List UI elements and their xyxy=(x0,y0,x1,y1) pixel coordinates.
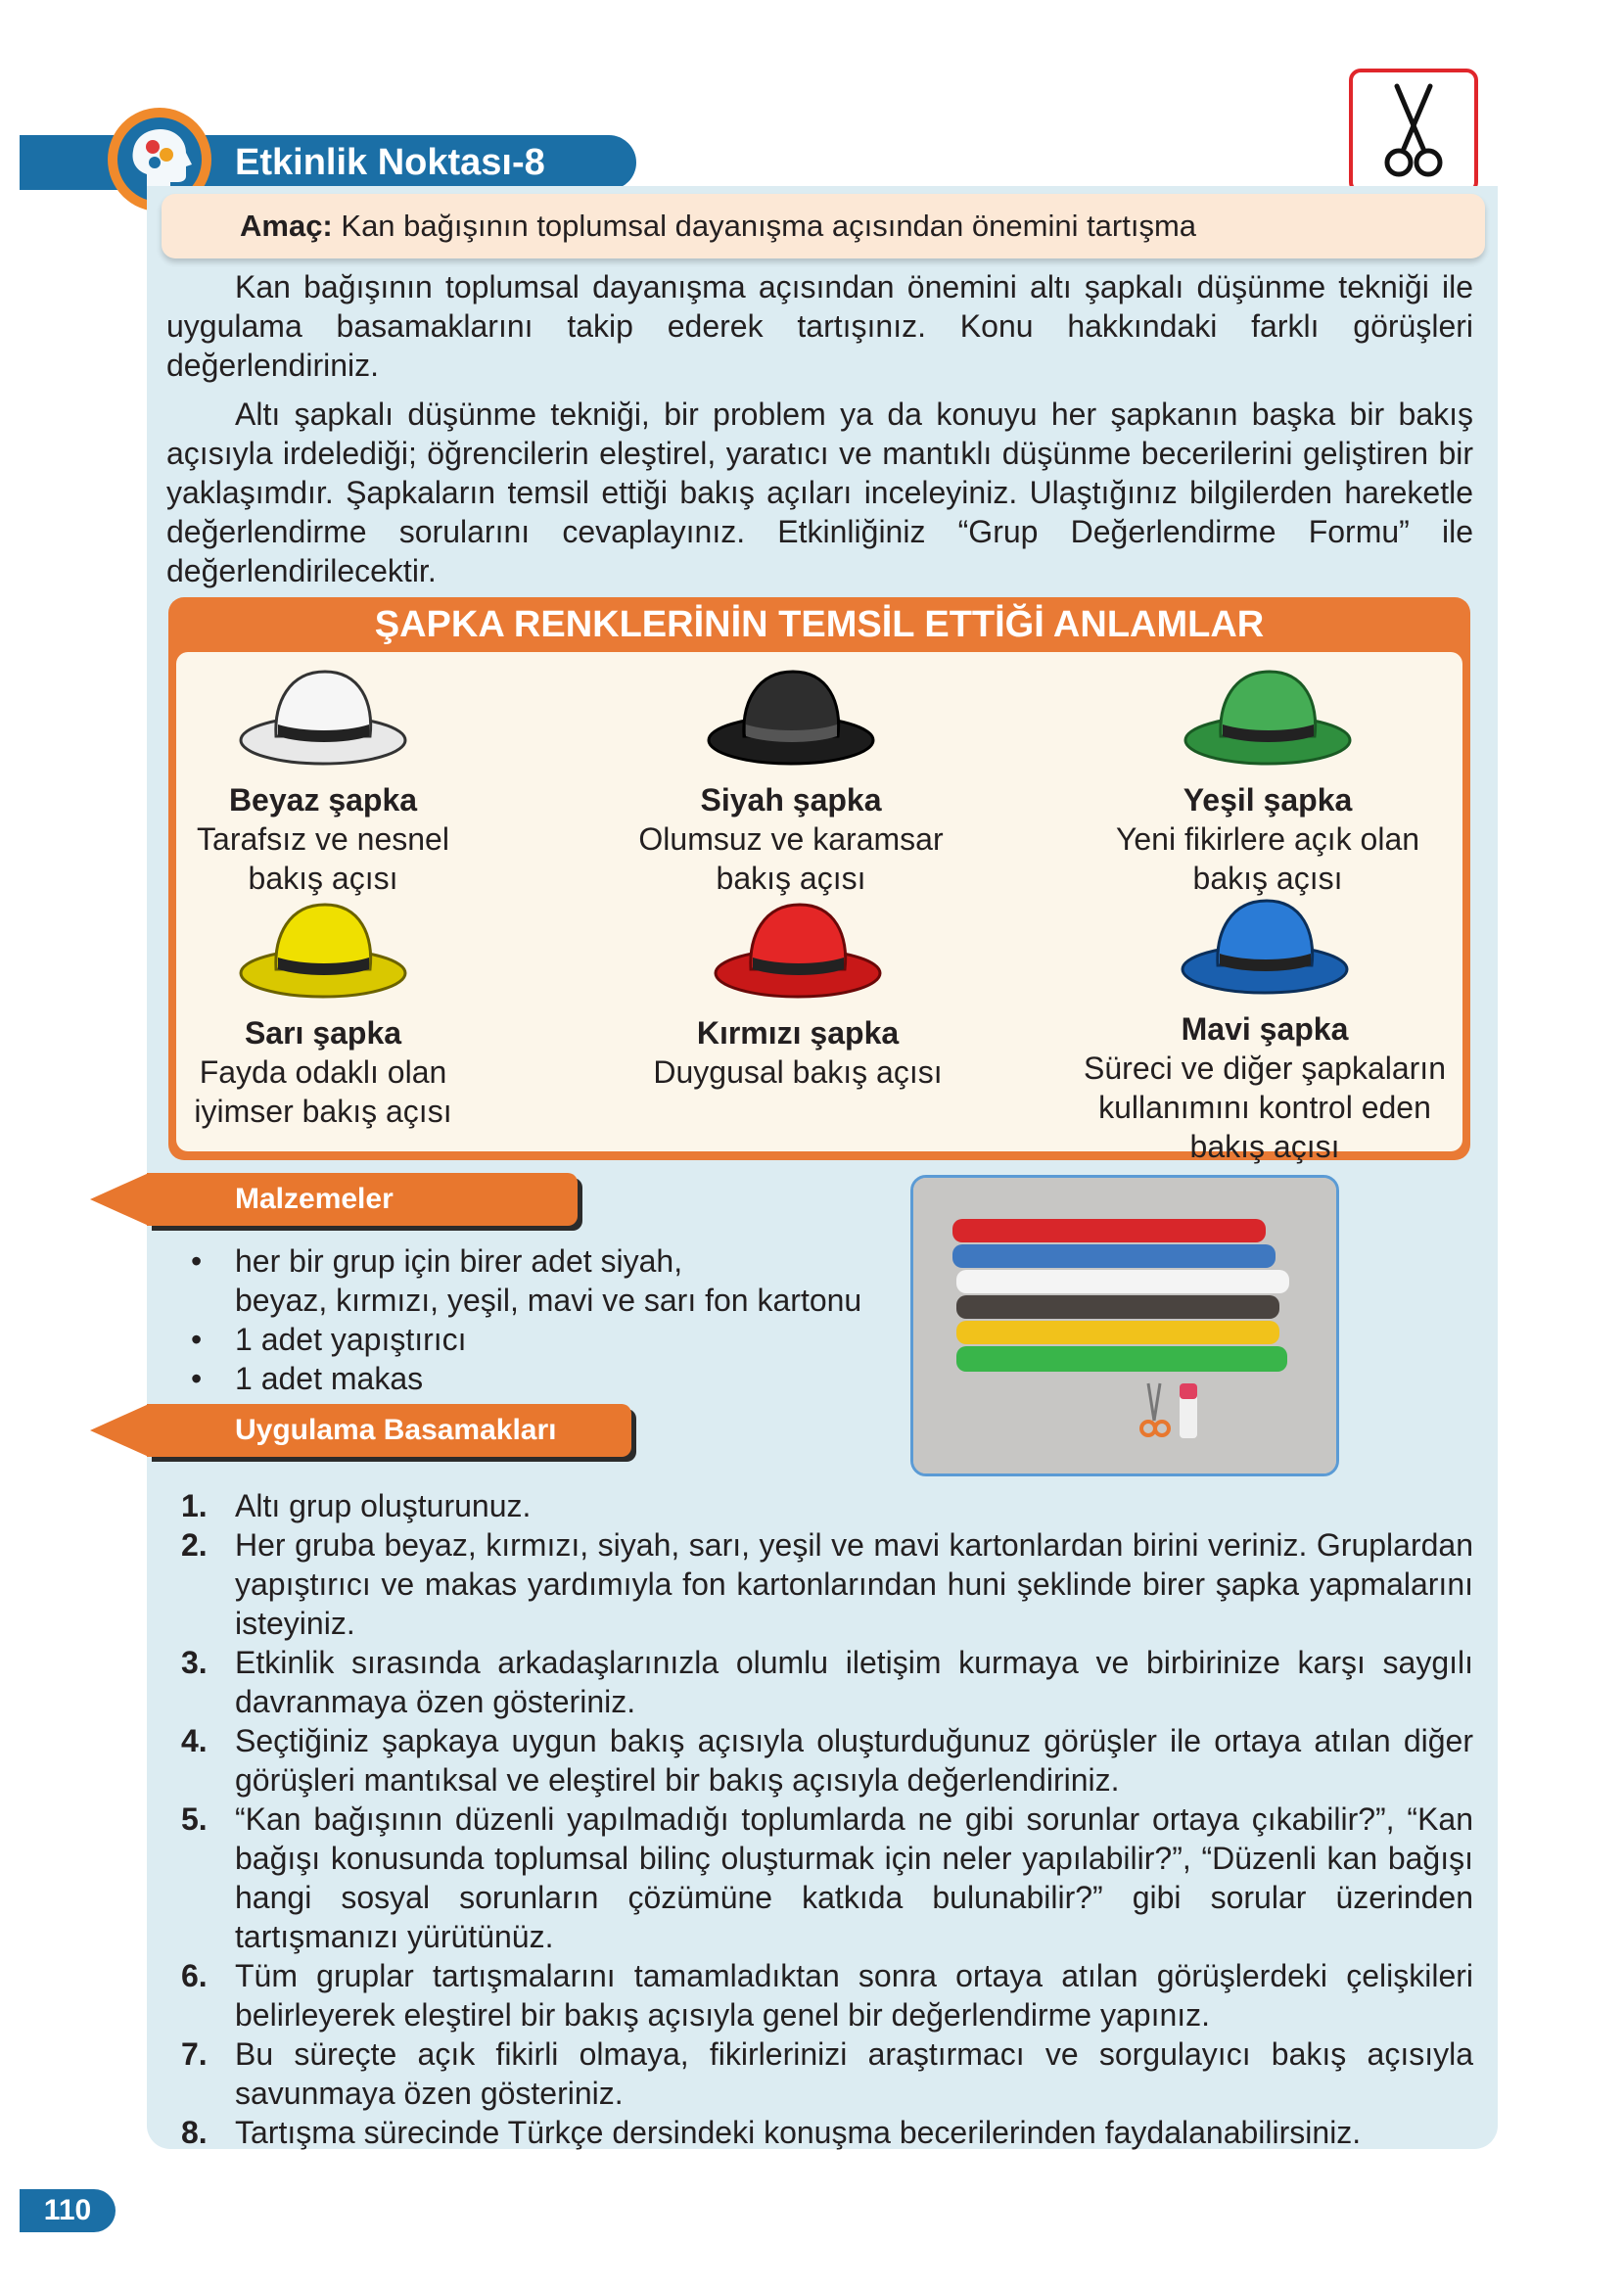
ribbon-fold xyxy=(90,1173,149,1226)
hat-name: Siyah şapka xyxy=(700,782,882,818)
hat-description: bakış açısı xyxy=(1192,861,1343,896)
hat-description: Yeni fikirlere açık olan xyxy=(1115,821,1420,857)
hat-meanings-title: ŞAPKA RENKLERİNİN TEMSİL ETTİĞİ ANLAMLAR xyxy=(374,604,1265,645)
aim-label: Amaç: xyxy=(240,209,333,243)
page-number: 110 xyxy=(20,2189,116,2232)
activity-title: Etkinlik Noktası-8 xyxy=(235,142,545,183)
hat-name: Sarı şapka xyxy=(244,1015,402,1051)
hat-name: Kırmızı şapka xyxy=(696,1015,900,1051)
hat-item-yellow xyxy=(108,887,538,1131)
hat-description: kullanımını kontrol eden xyxy=(1098,1090,1431,1125)
intro-paragraph-1: Kan bağışının toplumsal dayanışma açısından önemini altı şapkalı düşünme tekniği ile uygulama basamaklarını takip ederek tartışınız. Konu hakkındaki farklı görüşleri değerlendiriniz. xyxy=(166,269,1473,383)
red-hat-icon xyxy=(710,887,886,1005)
hat-description: Tarafsız ve nesnel xyxy=(197,821,449,857)
hat-item-black xyxy=(576,654,1006,898)
hat-description: Fayda odaklı olan xyxy=(199,1054,447,1090)
aim-text xyxy=(240,194,1196,258)
steps-heading: Uygulama Basamakları xyxy=(147,1404,631,1457)
glue-stick-icon xyxy=(1180,1383,1197,1438)
materials-heading: Malzemeler xyxy=(147,1173,578,1226)
yellow-hat-icon xyxy=(235,887,411,1005)
hat-name: Beyaz şapka xyxy=(228,782,418,818)
materials-photo xyxy=(910,1175,1339,1476)
hat-item-green xyxy=(1052,654,1483,898)
ribbon-fold xyxy=(90,1404,149,1457)
hat-name: Yeşil şapka xyxy=(1183,782,1353,818)
hat-description: iyimser bakış açısı xyxy=(194,1094,452,1129)
blue-hat-icon xyxy=(1177,883,1353,1001)
hat-description: bakış açısı xyxy=(716,861,866,896)
hat-description: Duygusal bakış açısı xyxy=(653,1054,943,1090)
hat-description: bakış açısı xyxy=(1189,1129,1340,1164)
hat-description: Olumsuz ve karamsar xyxy=(638,821,944,857)
hat-description: bakış açısı xyxy=(248,861,398,896)
green-hat-icon xyxy=(1180,654,1356,771)
scissors-icon xyxy=(1349,69,1478,194)
aim-content: Kan bağışının toplumsal dayanışma açısından önemini tartışma xyxy=(341,209,1197,243)
white-hat-icon xyxy=(235,654,411,771)
black-hat-icon xyxy=(703,654,879,771)
hat-item-white xyxy=(108,654,538,898)
hat-item-blue xyxy=(1049,883,1480,1166)
hat-description: Süreci ve diğer şapkaların xyxy=(1084,1051,1446,1086)
hat-item-red xyxy=(582,887,1013,1092)
intro-paragraph-2: Altı şapkalı düşünme tekniği, bir problem ya da konuyu her şapkanın başka bir bakış açısıyla irdelediği; öğrencilerin eleştirel, yaratıcı ve mantıklı düşünme becerilerini geliştiren bir yaklaşımdır. Şapkaların temsil ettiği bakış açıları inceleyiniz. Ulaştığınız bilgilerden hareketle değerlendirme sorularını cevaplayınız. Etkinliğiniz “Grup Değerlendirme Formu” ile değerlendirilecektir. xyxy=(166,397,1473,588)
hat-name: Mavi şapka xyxy=(1181,1011,1349,1047)
